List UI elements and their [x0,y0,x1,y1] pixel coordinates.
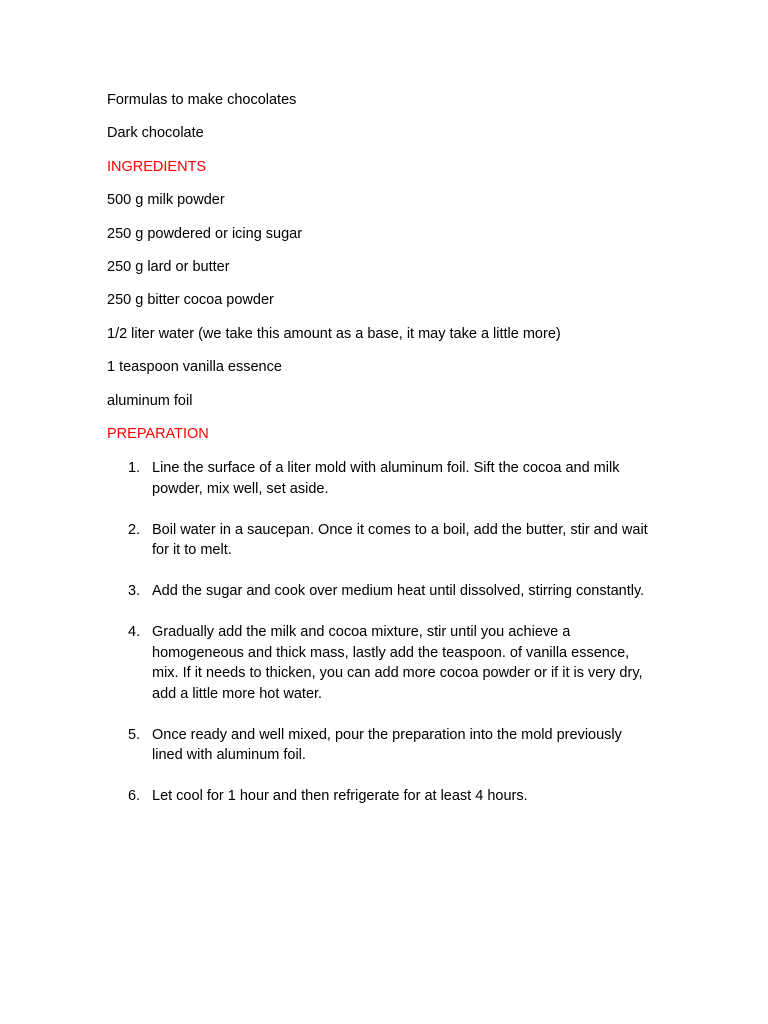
preparation-step [107,520,652,561]
step-text: Let cool for 1 hour and then refrigerate for at least 4 hours. [152,788,528,805]
ingredient-item: 1/2 liter water (we take this amount as a base, it may take a little more) [107,325,561,342]
step-number: 2. [128,521,141,538]
preparation-step [107,458,652,499]
step-text: Once ready and well mixed, pour the preparation into the mold previously lined with aluminum foil. [152,726,622,764]
preparation-steps [107,458,667,807]
step-text: Add the sugar and cook over medium heat until dissolved, stirring constantly. [152,583,645,600]
step-number: 3. [128,583,141,600]
recipe-name: Dark chocolate [107,125,204,142]
ingredient-item: 500 g milk powder [107,192,225,209]
ingredient-item: aluminum foil [107,392,193,409]
ingredient-item: 250 g lard or butter [107,258,230,275]
preparation-step [107,622,652,704]
ingredient-item: 250 g powdered or icing sugar [107,225,303,242]
step-number: 5. [128,726,141,743]
step-number: 6. [128,788,141,805]
ingredients-heading: INGREDIENTS [107,158,207,175]
preparation-step [107,725,652,766]
ingredient-item: 1 teaspoon vanilla essence [107,359,282,376]
ingredients-list [107,191,667,409]
preparation-step [107,786,652,807]
step-text: Line the surface of a liter mold with aluminum foil. Sift the cocoa and milk powder, mix well, set aside. [152,460,620,497]
preparation-heading: PREPARATION [107,425,209,442]
step-text: Gradually add the milk and cocoa mixture, stir until you achieve a homogeneous and thick mass, lastly add the teaspoon. of vanilla essence, mix. If it needs to thicken, you can add more cocoa powder or if it is very dry, add a little more hot water. [152,624,643,702]
preparation-step [107,581,652,602]
document-content [107,91,667,827]
document-title: Formulas to make chocolates [107,92,297,108]
step-text: Boil water in a saucepan. Once it comes to a boil, add the butter, stir and wait for it to melt. [152,521,648,559]
step-number: 1. [128,460,141,477]
step-number: 4. [128,624,141,641]
ingredient-item: 250 g bitter cocoa powder [107,292,274,309]
